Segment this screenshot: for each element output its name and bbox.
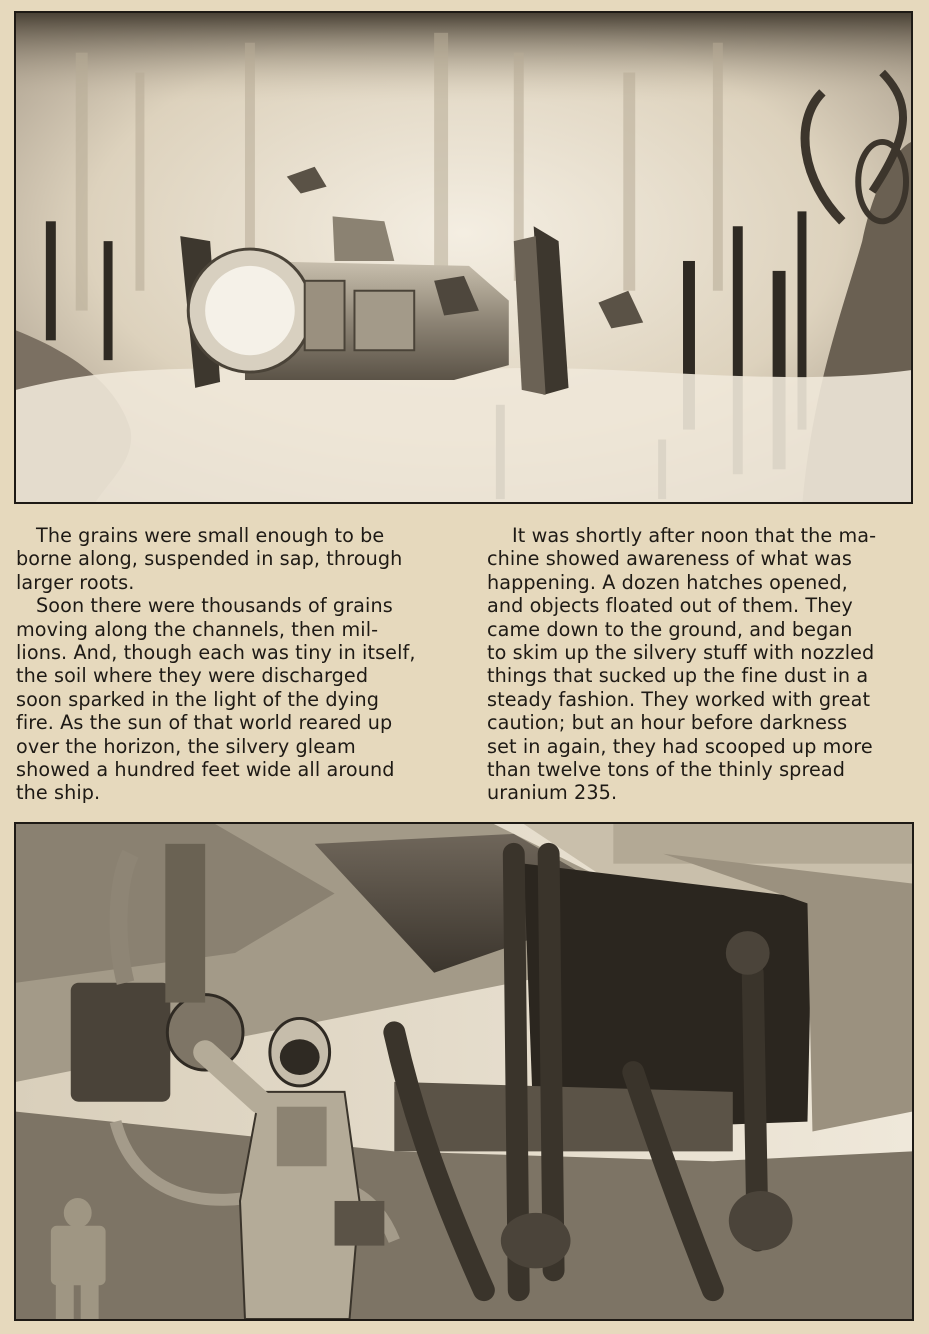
text-column-left <box>16 524 436 805</box>
text-line: lions. And, though each was tiny in itself, <box>16 641 416 665</box>
text-line: than twelve tons of the thinly spread <box>487 758 846 782</box>
text-line: It was shortly after noon that the ma- <box>512 524 877 547</box>
text-line: caution; but an hour before darkness <box>487 711 848 735</box>
text-line: chine showed awareness of what was <box>487 547 852 571</box>
text-line: borne along, suspended in sap, through <box>16 547 403 571</box>
astronauts-with-hoses-illustration <box>16 824 912 1319</box>
text-line: the soil where they were discharged <box>16 664 369 688</box>
text-line: showed a hundred feet wide all around <box>16 758 395 782</box>
text-line: fire. As the sun of that world reared up <box>16 711 393 735</box>
spaceship-in-mist-illustration <box>16 13 911 502</box>
text-line: larger roots. <box>16 570 135 594</box>
text-line: set in again, they had scooped up more <box>487 734 873 758</box>
top-illustration <box>14 11 913 504</box>
text-line: happening. A dozen hatches opened, <box>487 570 848 594</box>
text-line: uranium 235. <box>487 781 618 805</box>
bottom-illustration <box>14 822 914 1321</box>
text-line: to skim up the silvery stuff with nozzled <box>487 641 875 665</box>
text-line: things that sucked up the fine dust in a <box>487 664 869 688</box>
text-column-right <box>487 524 915 805</box>
text-line: moving along the channels, then mil- <box>16 617 379 641</box>
text-line: over the horizon, the silvery gleam <box>16 734 356 758</box>
text-line: soon sparked in the light of the dying <box>16 687 380 711</box>
text-line: came down to the ground, and began <box>487 617 853 641</box>
text-line: The grains were small enough to be <box>36 524 385 547</box>
text-line: steady fashion. They worked with great <box>487 687 871 711</box>
text-line: the ship. <box>16 781 101 805</box>
text-line: and objects floated out of them. They <box>487 594 853 618</box>
text-line: Soon there were thousands of grains <box>36 594 393 618</box>
